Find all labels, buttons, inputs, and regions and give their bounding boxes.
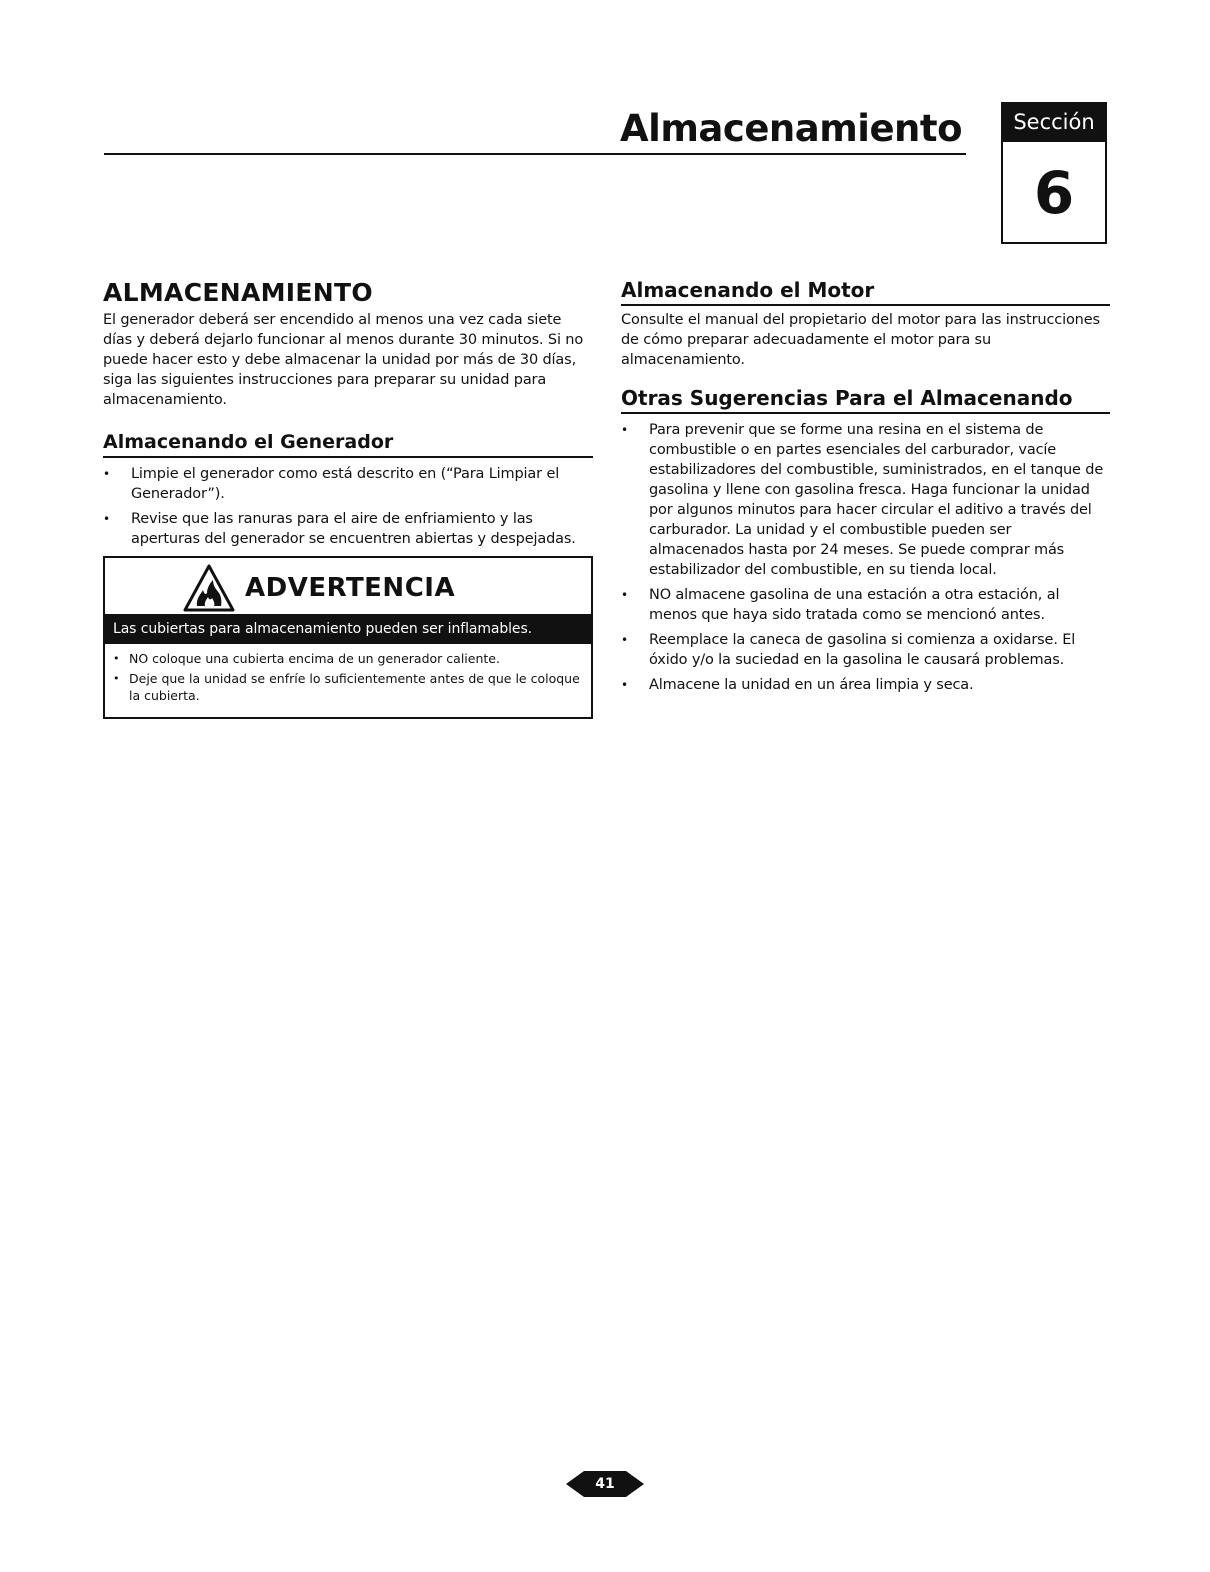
list-item: • Almacene la unidad en un área limpia y seca. [621, 675, 1110, 695]
generator-list [103, 464, 593, 549]
page-number-badge [566, 1467, 644, 1501]
list-item: • NO almacene gasolina de una estación a otra estación, al menos que haya sido tratada como se mencionó antes. [621, 585, 1110, 625]
main-heading: ALMACENAMIENTO [103, 278, 373, 307]
tips-list [621, 420, 1110, 695]
intro-paragraph: El generador deberá ser encendido al menos una vez cada siete días y deberá dejarlo funcionar al menos durante 30 minutos. Si no puede hacer esto y debe almacenar la unidad por más de 30 días, siga las siguientes instrucciones para preparar su unidad para almacenamiento. [103, 312, 584, 408]
fire-warning-icon [183, 564, 235, 612]
warning-box [103, 556, 593, 719]
page-title: Almacenamiento [620, 107, 962, 150]
page-number: 41 [595, 1476, 615, 1492]
section-label: Sección [1003, 104, 1105, 142]
list-item: • Reemplace la caneca de gasolina si comienza a oxidarse. El óxido y/o la suciedad en la gasolina le causará problemas. [621, 630, 1110, 670]
list-item: • Para prevenir que se forme una resina en el sistema de combustible o en partes esenciales del carburador, vacíe estabilizadores del combustible, suministrados, en el tanque de gasolina y llene con gasolina fresca. Haga funcionar la unidad por algunos minutos para hacer circular el aditivo a través del carburador. La unidad y el combustible pueden ser almacenados hasta por 24 meses. Se puede comprar más estabilizador del combustible, en su tienda local. [621, 420, 1110, 580]
list-item: • Deje que la unidad se enfríe lo suficientemente antes de que le coloque la cubierta. [113, 670, 583, 704]
warning-title: ADVERTENCIA [245, 573, 456, 603]
warning-header [183, 566, 455, 610]
warning-bar: Las cubiertas para almacenamiento pueden ser inflamables. [105, 614, 591, 644]
list-item: • Revise que las ranuras para el aire de enfriamiento y las aperturas del generador se encuentren abiertas y despejadas. [103, 509, 593, 549]
section-number: 6 [1033, 159, 1075, 227]
list-item: • Limpie el generador como está descrito en (“Para Limpiar el Generador”). [103, 464, 593, 504]
left-column [103, 278, 593, 554]
right-column [621, 278, 1110, 700]
list-item: • NO coloque una cubierta encima de un generador caliente. [113, 650, 583, 667]
tips-heading: Otras Sugerencias Para el Almacenando [621, 386, 1110, 414]
generator-heading: Almacenando el Generador [103, 430, 593, 458]
warning-list [113, 650, 583, 707]
motor-heading: Almacenando el Motor [621, 278, 1110, 306]
section-tab [1001, 102, 1107, 244]
header-rule [104, 153, 966, 155]
motor-paragraph: Consulte el manual del propietario del motor para las instrucciones de cómo preparar adecuadamente el motor para su almacenamiento. [621, 312, 1100, 368]
